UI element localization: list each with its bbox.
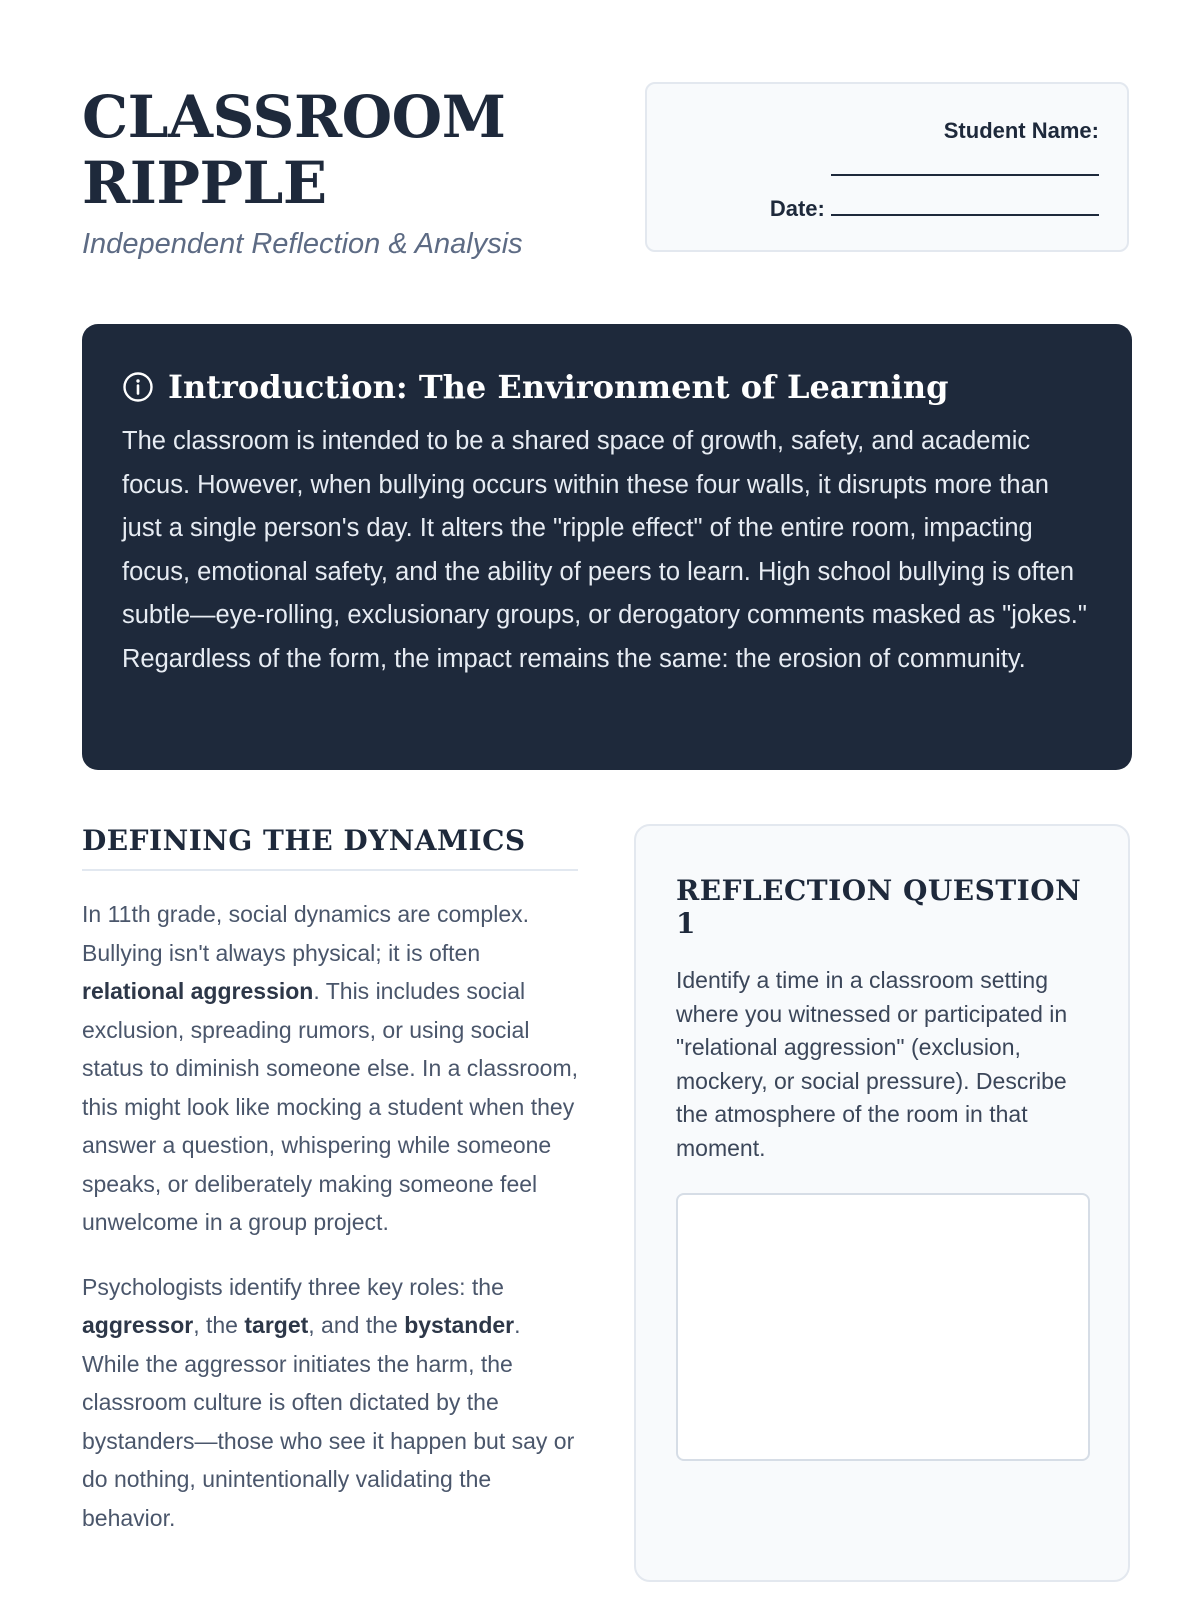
info-circle-icon	[122, 371, 154, 403]
student-name-line	[831, 156, 1099, 176]
reflection-prompt: Identify a time in a classroom setting where you witnessed or participated in "relational aggression" (exclusion, mockery, or social pressure). Describe the atmosphere of the room in that moment.	[676, 967, 1068, 1161]
term-bystander: bystander	[404, 1312, 515, 1338]
dynamics-paragraph-1	[82, 895, 578, 1242]
term-relational-aggression: relational aggression	[82, 978, 314, 1004]
date-label: Date:	[769, 196, 825, 221]
term-target: target	[244, 1312, 309, 1338]
intro-heading	[122, 368, 1092, 406]
reflection-answer-box[interactable]	[676, 1193, 1090, 1461]
title-line-1: CLASSROOM	[82, 83, 506, 151]
text-run: , the	[193, 1312, 245, 1338]
worksheet-page	[82, 0, 1132, 1600]
text-run: , and the	[308, 1312, 405, 1338]
dynamics-heading: DEFINING THE DYNAMICS	[82, 824, 578, 871]
date-field[interactable]	[831, 196, 1099, 216]
student-name-field[interactable]	[831, 156, 1099, 182]
reflection-card	[634, 824, 1130, 1582]
dynamics-section	[82, 824, 578, 1537]
date-row	[770, 196, 1099, 222]
text-run: In 11th grade, social dynamics are complex. Bullying isn't always physical; it is often	[82, 901, 530, 966]
page-title	[82, 84, 602, 216]
reflection-heading: REFLECTION QUESTION 1	[676, 874, 1082, 940]
intro-panel	[82, 324, 1132, 770]
intro-body: The classroom is intended to be a shared space of growth, safety, and academic focus. However, when bullying occurs within these four walls, it disrupts more than just a single person's day. It alters the "ripple effect" of the entire room, impacting focus, emotional safety, and the ability of peers to learn. High school bullying is often subtle—eye-rolling, exclusionary groups, or derogatory comments masked as "jokes." Regardless of the form, the impact remains the same: the erosion of community.	[122, 427, 1087, 673]
text-run: . While the aggressor initiates the harm, the classroom culture is often dictated by the bystanders—those who see it happen but say or do nothing, unintentionally validating the behavior.	[82, 1312, 575, 1531]
student-info-box	[645, 82, 1129, 252]
text-run: Psychologists identify three key roles: the	[82, 1273, 504, 1300]
page-subtitle: Independent Reflection & Analysis	[82, 228, 523, 260]
intro-heading-text: Introduction: The Environment of Learning	[168, 368, 949, 406]
student-name-label: Student Name:	[943, 118, 1099, 143]
dynamics-paragraph-2	[82, 1268, 578, 1538]
text-run: . This includes social exclusion, spreading rumors, or using social status to diminish someone else. In a classroom, this might look like mocking a student when they answer a question, whispering while someone speaks, or deliberately making someone feel unwelcome in a group project.	[82, 978, 579, 1235]
title-line-2: RIPPLE	[82, 149, 327, 217]
term-aggressor: aggressor	[82, 1312, 194, 1338]
